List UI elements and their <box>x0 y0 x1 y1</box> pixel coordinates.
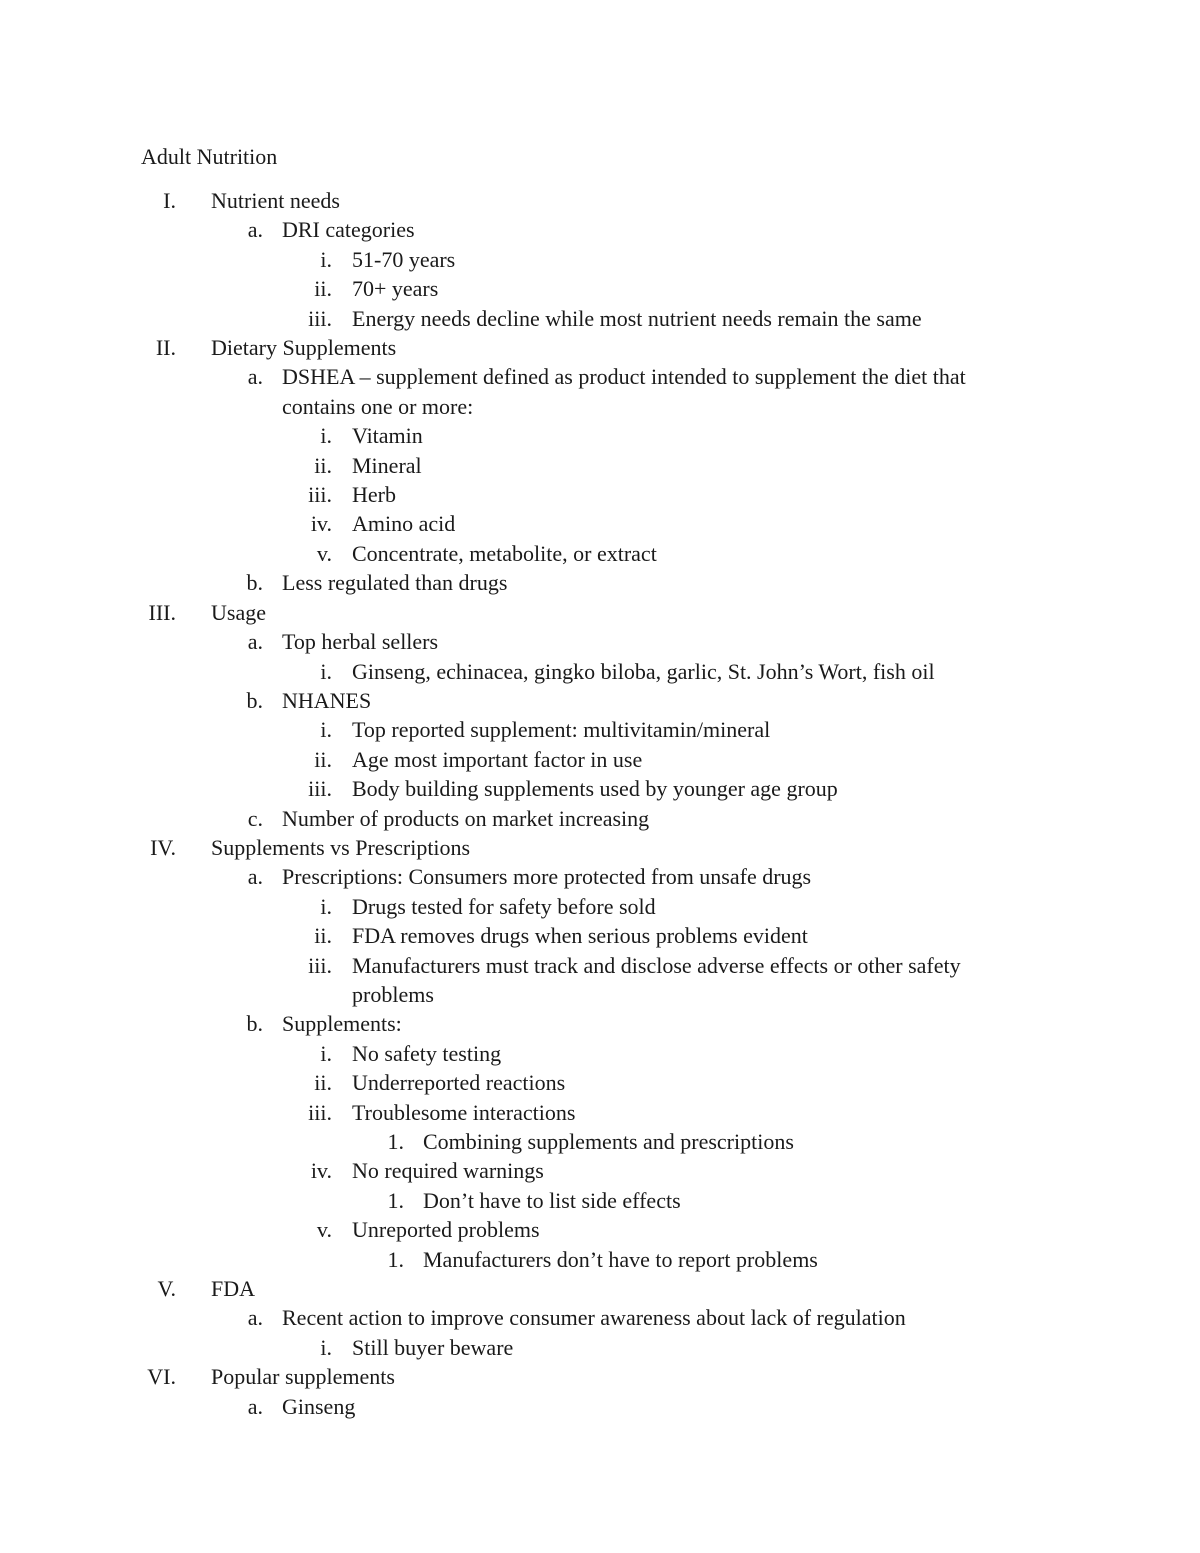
outline-item-text: Don’t have to list side effects <box>423 1187 681 1213</box>
outline-item-level-3 <box>0 1068 1200 1097</box>
outline-item-level-3 <box>0 509 1200 538</box>
outline-item-number: iii. <box>308 305 332 331</box>
outline-item-number: IV. <box>150 834 176 860</box>
outline-item-level-3 <box>0 921 1200 950</box>
outline-item-level-1 <box>0 186 1200 215</box>
outline-item-text: Ginseng, echinacea, gingko biloba, garlic, St. John’s Wort, fish oil <box>352 658 935 684</box>
outline-item-level-3 <box>0 274 1200 303</box>
outline-item-number: i. <box>320 717 332 743</box>
outline-item-level-2 <box>0 862 1200 891</box>
outline-item-number: V. <box>157 1276 176 1302</box>
outline-item-level-3 <box>0 539 1200 568</box>
outline-item-text: Manufacturers must track and disclose adverse effects or other safety problems <box>352 952 961 1007</box>
outline-item-number: ii. <box>314 1070 332 1096</box>
outline-item-number: ii. <box>314 746 332 772</box>
outline-item-text: Mineral <box>352 452 422 478</box>
outline-item-number: i. <box>320 893 332 919</box>
outline-item-level-3 <box>0 421 1200 450</box>
outline-item-text: Recent action to improve consumer awareness about lack of regulation <box>282 1305 906 1331</box>
outline-item-level-1 <box>0 333 1200 362</box>
outline-item-number: i. <box>320 246 332 272</box>
outline-item-level-3 <box>0 1215 1200 1244</box>
outline-item-number: ii. <box>314 276 332 302</box>
outline-item-text: Popular supplements <box>211 1364 395 1390</box>
outline-item-text: Concentrate, metabolite, or extract <box>352 540 657 566</box>
outline-item-level-2 <box>0 568 1200 597</box>
outline-item-number: a. <box>247 864 263 890</box>
outline-item-number: a. <box>247 364 263 390</box>
outline-item-text: Troublesome interactions <box>352 1099 576 1125</box>
outline-item-number: c. <box>247 805 263 831</box>
outline-item-level-3 <box>0 892 1200 921</box>
outline-item-text: Drugs tested for safety before sold <box>352 893 656 919</box>
outline-item-level-1 <box>0 833 1200 862</box>
outline-item-number: i. <box>320 1334 332 1360</box>
outline-item-text: Supplements vs Prescriptions <box>211 834 471 860</box>
outline-item-text: No required warnings <box>352 1158 544 1184</box>
outline-item-number: iv. <box>310 1158 332 1184</box>
outline-item-number: a. <box>247 1393 263 1419</box>
outline-item-number: i. <box>320 1040 332 1066</box>
outline-item-number: 1. <box>387 1129 404 1154</box>
outline-item-level-3 <box>0 451 1200 480</box>
outline-item-text: FDA <box>211 1276 256 1302</box>
document-title: Adult Nutrition <box>141 144 278 169</box>
outline-item-number: iii. <box>308 482 332 508</box>
outline-item-level-3 <box>0 1333 1200 1362</box>
outline-item-text: Manufacturers don’t have to report problems <box>423 1246 818 1272</box>
outline-item-number: I. <box>163 188 176 213</box>
outline-item-level-1 <box>0 1274 1200 1303</box>
outline-item-text: DRI categories <box>282 217 415 243</box>
outline-item-level-3 <box>0 304 1200 333</box>
outline-item-number: 1. <box>387 1246 404 1272</box>
outline-item-level-3 <box>0 715 1200 744</box>
outline-item-level-3 <box>0 1039 1200 1068</box>
outline-item-text: Supplements: <box>282 1011 402 1037</box>
outline-item-number: v. <box>316 1217 332 1243</box>
outline-item-number: II. <box>155 335 176 361</box>
outline-item-text: Nutrient needs <box>211 188 340 213</box>
outline-item-text: Top reported supplement: multivitamin/mineral <box>352 717 771 743</box>
outline-item-level-2 <box>0 1009 1200 1038</box>
outline-item-level-3 <box>0 774 1200 803</box>
outline-item-number: a. <box>247 629 263 655</box>
outline-item-text: Unreported problems <box>352 1217 540 1243</box>
outline-item-text: Herb <box>352 482 396 508</box>
outline-item-level-3 <box>0 245 1200 274</box>
outline-item-level-3 <box>0 951 1200 1010</box>
outline-item-text: FDA removes drugs when serious problems evident <box>352 923 808 949</box>
outline-item-level-3 <box>0 1156 1200 1185</box>
outline-item-number: iii. <box>308 1099 332 1125</box>
outline-item-level-1 <box>0 598 1200 627</box>
outline-item-number: b. <box>246 1011 263 1037</box>
outline-item-text: 51-70 years <box>352 246 456 272</box>
outline-item-level-3 <box>0 657 1200 686</box>
outline-item-level-1 <box>0 1362 1200 1391</box>
outline-item-level-3 <box>0 1098 1200 1127</box>
outline-item-text: NHANES <box>282 687 372 713</box>
outline-item-text: Top herbal sellers <box>282 629 439 655</box>
outline-item-text: Vitamin <box>352 423 423 449</box>
outline-item-number: b. <box>246 570 263 596</box>
outline-item-level-2 <box>0 804 1200 833</box>
outline-item-number: b. <box>246 687 263 713</box>
outline-item-level-2 <box>0 362 1200 421</box>
outline-item-text: DSHEA – supplement defined as product intended to supplement the diet that contains one or more: <box>282 364 966 419</box>
outline-item-text: Prescriptions: Consumers more protected from unsafe drugs <box>282 864 812 890</box>
outline-item-level-3 <box>0 745 1200 774</box>
outline-item-text: Ginseng <box>282 1393 356 1419</box>
outline-item-number: III. <box>148 599 176 625</box>
outline-item-level-4 <box>0 1186 1200 1215</box>
outline-item-text: Underreported reactions <box>352 1070 566 1096</box>
outline-item-number: iii. <box>308 952 332 978</box>
outline-item-level-2 <box>0 1392 1200 1421</box>
outline-item-number: i. <box>320 423 332 449</box>
outline-item-number: a. <box>247 217 263 243</box>
outline-item-text: 70+ years <box>352 276 439 302</box>
outline-item-number: VI. <box>147 1364 176 1390</box>
outline-item-number: i. <box>320 658 332 684</box>
outline-item-text: Combining supplements and prescriptions <box>423 1129 794 1154</box>
outline-item-number: iv. <box>310 511 332 537</box>
outline-item-text: Age most important factor in use <box>352 746 643 772</box>
outline-item-number: iii. <box>308 776 332 802</box>
outline-item-text: Amino acid <box>352 511 456 537</box>
outline-item-level-2 <box>0 215 1200 244</box>
outline-item-level-3 <box>0 480 1200 509</box>
outline-item-number: a. <box>247 1305 263 1331</box>
outline-item-level-4 <box>0 1245 1200 1274</box>
outline-item-level-2 <box>0 686 1200 715</box>
outline-item-level-2 <box>0 627 1200 656</box>
outline-item-text: Less regulated than drugs <box>282 570 508 596</box>
outline-item-text: Usage <box>211 599 266 625</box>
outline-item-number: ii. <box>314 452 332 478</box>
outline-item-level-2 <box>0 1303 1200 1332</box>
outline-item-text: Energy needs decline while most nutrient needs remain the same <box>352 305 922 331</box>
outline-item-text: Still buyer beware <box>352 1334 514 1360</box>
outline-item-text: Number of products on market increasing <box>282 805 650 831</box>
outline-item-level-4 <box>0 1127 1200 1156</box>
outline-item-text: Body building supplements used by younger age group <box>352 776 838 802</box>
outline-item-number: v. <box>316 540 332 566</box>
outline-list <box>0 186 1200 1421</box>
outline-item-number: ii. <box>314 923 332 949</box>
outline-item-number: 1. <box>387 1187 404 1213</box>
outline-item-text: No safety testing <box>352 1040 502 1066</box>
outline-item-text: Dietary Supplements <box>211 335 397 361</box>
